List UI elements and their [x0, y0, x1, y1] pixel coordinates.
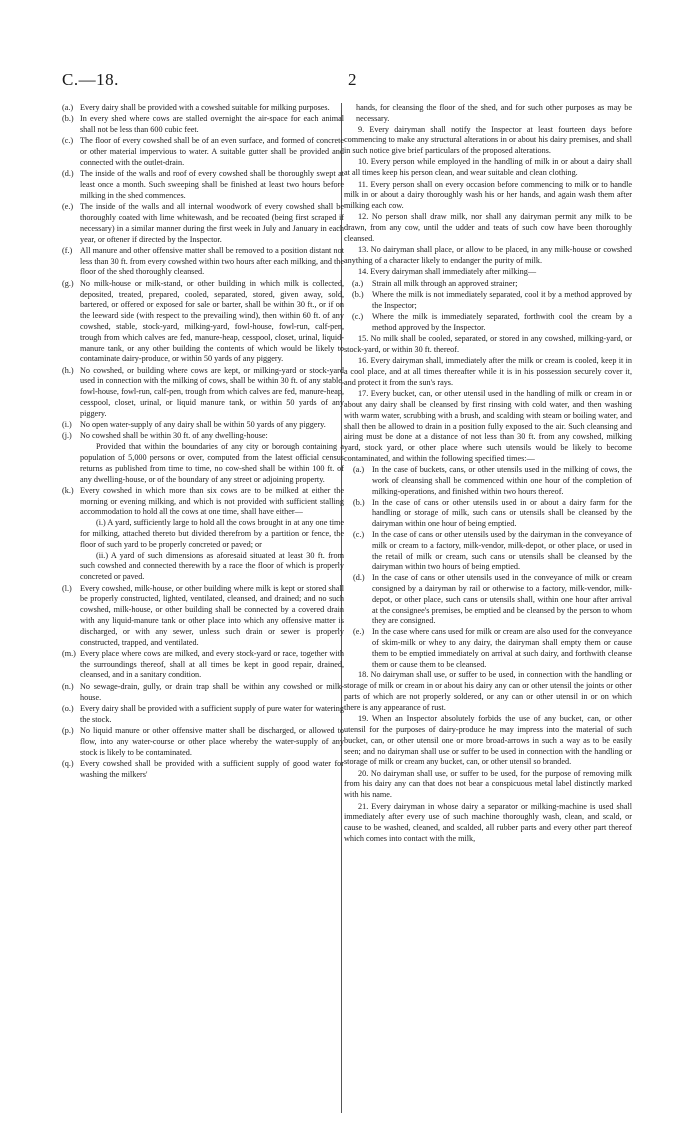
paragraph-14-a: (a.) Strain all milk through an approved strainer; — [352, 278, 518, 288]
paragraph-9: 9. Every dairyman shall notify the Inspector at least fourteen days before commencing to make any structural alterations in or about his dairy premises, and shall in such notice give brief particulars of the proposed alterations. — [344, 124, 632, 156]
paragraph-17-c: (c.) In the case of cans or other utensils used by the dairyman in the conveyance of milk or cream to a factory, milk-vendor, milk-depot, or other place, or used in the retail of milk or cream, such cans or utensils shall be cleansed by the dairyman within two hours of being emptied. — [353, 530, 632, 572]
paragraph-17: 17. Every bucket, can, or other utensil used in the handling of milk or cream in or about any dairy shall be cleansed by first rinsing with cold water, and then washing with warm water, scrubbing with a brush, and scalding with steam or boiling water, and shall then be allowed to drain in a position fully exposed to the air. Such cleansing and airing must be done at a distance of not less than 30 ft. from any cowshed, milking yard, stock yard, or other place where such utensils would be likely to become contaminated, and within the following specified times:— — [344, 389, 632, 463]
clause-h: (h.) No cowshed, or building where cows are kept, or milking-yard or stock-yard used in connection with the milking of cows, shall be within 30 ft. of any stable, fowl-house, fowl-run, calf-pen, trough from which calves are fed, manure-heap, cesspool, closet, urinal, or liquid manure tank, or within 50 yards of any piggery. — [62, 365, 344, 418]
paragraph-14-c: (c.) Where the milk is immediately separated, forthwith cool the cream by a method approved by the Inspector. — [352, 312, 632, 332]
clause-k-i: (i.) A yard, sufficiently large to hold all the cows brought in at any one time for milking, attached thereto but divided therefrom by a partition or fence, the floor of such yard to be properly concreted or paved; or — [80, 518, 344, 549]
clause-k-ii: (ii.) A yard of such dimensions as aforesaid situated at least 30 ft. from such cowshed and connected therewith by a race the floor of which is properly concreted or paved. — [80, 550, 344, 582]
clause-e: (e.) The inside of the walls and all internal woodwork of every cowshed shall be thoroughly coated with lime whitewash, and be recoated (being first scraped if necessary) in a similar manner during the first week in July and January in each year, or oftener if directed by the Inspector. — [62, 202, 344, 244]
paragraph-11: 11. Every person shall on every occasion before commencing to milk or to handle milk in or about a dairy thoroughly wash his or her hands, and again wash them after milking each cow. — [344, 179, 632, 211]
clause-l: (l.) Every cowshed, milk-house, or other building where milk is kept or stored shall be properly constructed, lighted, ventilated, cleansed, and drained; and no such cowshed, milk-house, or other building shall be connected by a covered drain with any liquid-manure tank or other place into which any offensive matter is discharged, or with any sewer, unless such drain or sewer is properly constructed, trapped, and ventilated. — [62, 583, 344, 647]
document-reference: C.—18. — [62, 70, 119, 89]
clause-b: (b.) In every shed where cows are stalled overnight the air-space for each animal shall not be less than 600 cubic feet. — [62, 114, 344, 135]
clause-o: (o.) Every dairy shall be provided with a sufficient supply of pure water for watering the stock. — [62, 703, 344, 724]
paragraph-14: 14. Every dairyman shall immediately after milking— — [358, 267, 537, 277]
clause-q: (q.) Every cowshed shall be provided with a sufficient supply of good water for washing the milkers' — [62, 758, 344, 779]
paragraph-13: 13. No dairyman shall place, or allow to be placed, in any milk-house or cowshed anything of a character likely to endanger the purity of milk. — [344, 245, 632, 266]
paragraph-20: 20. No dairyman shall use, or suffer to be used, for the purpose of removing milk from his dairy any can that does not bear a conspicuous metal label distinctly marked with his name. — [344, 768, 632, 800]
clause-m: (m.) Every place where cows are milked, and every stock-yard or race, together with the surroundings thereof, shall at all times be kept in good repair, drained, cleansed, and in a sanitary condition. — [62, 648, 344, 680]
paragraph-12: 12. No person shall draw milk, nor shall any dairyman permit any milk to be drawn, from any cow, until the udder and teats of such cow have been thoroughly cleansed. — [344, 212, 632, 244]
paragraph-21: 21. Every dairyman in whose dairy a separator or milking-machine is used shall immediately after every use of such machine thoroughly wash, clean, and scald, or cause to be washed, cleaned, and scalded, all rubber parts and every other part thereof which comes into contact with the milk, — [344, 801, 632, 843]
page-number: 2 — [348, 70, 357, 89]
paragraph-19: 19. When an Inspector absolutely forbids the use of any bucket, can, or other utensil for the purposes of dairy-produce he may impress into the material of such bucket, can, or other utensil one or more broad-arrows in such a way as to be easily seen; and no dairyman shall use or suffer to be used in connection with the handling or storage of milk or cream any bucket, can, or other utensil so branded. — [344, 714, 632, 767]
paragraph-14-b: (b.) Where the milk is not immediately separated, cool it by a method approved by the Inspector; — [352, 290, 632, 310]
clause-n: (n.) No sewage-drain, gully, or drain trap shall be within any cowshed or milk-house. — [62, 681, 344, 702]
clause-p: (p.) No liquid manure or other offensive matter shall be discharged, or allowed to flow, into any water-course or other place whereby the water-supply of any stock is likely to be contaminated. — [62, 725, 344, 757]
paragraph-10: 10. Every person while employed in the handling of milk in or about a dairy shall at all times keep his person clean, and wear suitable and clean clothing. — [344, 157, 632, 178]
clause-q-continued: hands, for cleansing the floor of the shed, and for such other purposes as may be necessary. — [356, 103, 632, 123]
paragraph-16: 16. Every dairyman shall, immediately after the milk or cream is cooled, keep it in a cool place, and at all times thereafter while it is in his possession securely cover it, and protect it from the sun's rays. — [344, 356, 632, 387]
clause-j-proviso: Provided that within the boundaries of any city or borough containing a population of 5,000 persons or over, computed from the latest official census returns as published from time to time, no cow-shed shall be within 100 ft. of any dwelling-house, or of the boundary of any street or adjoining property. — [80, 442, 344, 484]
clause-i: (i.) No open water-supply of any dairy shall be within 50 yards of any piggery. — [62, 420, 326, 430]
paragraph-15: 15. No milk shall be cooled, separated, or stored in any cowshed, milking-yard, or stock-yard, or within 30 ft. thereof. — [344, 334, 632, 355]
page-header — [62, 70, 622, 92]
paragraph-17-b: (b.) In the case of cans or other utensils used in or about a dairy farm for the handling or storage of milk, such cans or utensils shall be cleansed by the dairyman within one hour of being emptied. — [353, 497, 632, 529]
clause-g: (g.) No milk-house or milk-stand, or other building in which milk is collected, deposited, treated, prepared, cooled, separated, stored, given away, sold, bartered, or offered or exposed for sale or barter, shall be within 30 ft., or if on the leeward side (with respect to the prevailing wind), then within 60 ft. of any cowshed, stable, stock-yard, milking-yard, fowl-house, fowl-run, calf-pen, trough from which calves are fed, manure-heap, cesspool, closet, urinal, liquid-manure tank, or any other building the contents of which would be likely to contaminate dairy-produce, or within 50 yards of any piggery. — [62, 278, 344, 364]
clause-j: (j.) No cowshed shall be within 30 ft. of any dwelling-house: Provided that within the boundaries of any city or borough containing a population of 5,000 persons or over, computed from the latest official census returns as published from time to time, no cow-shed shall be within 100 ft. of any dwelling-house, or of the boundary of any street or adjoining property. — [62, 431, 344, 484]
clause-a: (a.) Every dairy shall be provided with a cowshed suitable for milking purposes. — [62, 103, 330, 112]
left-column — [62, 103, 344, 781]
paragraph-17-a: (a.) In the case of buckets, cans, or other utensils used in the milking of cows, the work of cleansing shall be commenced within one hour of the completion of milking-operations, and finished within two hours thereof. — [353, 465, 632, 496]
clause-f: (f.) All manure and other offensive matter shall be removed to a position distant not less than 30 ft. from every cowshed within two hours after each milking, and the floor of the shed thoroughly cleansed. — [62, 245, 344, 277]
paragraph-17-d: (d.) In the case of cans or other utensils used in the conveyance of milk or cream consigned by a dairyman by rail or otherwise to a factory, milk-vendor, milk-depot, or other place, such cans or utensils shall, within one hour after arrival at the consignee's premises, be emptied and be cleansed by the person to whom they are consigned. — [353, 573, 632, 626]
right-column — [344, 103, 632, 845]
clause-k: (k.) Every cowshed in which more than six cows are to be milked at either the morning or evening milking, and which is not provided with sufficient stalling accommodation to hold all the cows at one time, shall have either— (i.) A yard, sufficiently large to hold all the cows brought in at any one time for milking, attached thereto but divided therefrom by a partition or fence, the floor of such yard to be properly concreted or paved; or (ii.) A yard of such dimensions as aforesaid situated at least 30 ft. from such cowshed and connected therewith by a race the floor of which is properly concreted or paved. — [62, 485, 344, 582]
clause-c: (c.) The floor of every cowshed shall be of an even surface, and formed of concrete or other material impervious to water. A suitable gutter shall be provided and connected with the outlet-drain. — [62, 136, 344, 167]
paragraph-17-e: (e.) In the case where cans used for milk or cream are also used for the conveyance of skim-milk or whey to any dairy, the dairyman shall empty them or cause them to be emptied immediately on arrival at such dairy, and forthwith cleanse them or cause them to be cleansed. — [353, 627, 632, 669]
paragraph-18: 18. No dairyman shall use, or suffer to be used, in connection with the handling or storage of milk or cream in or about his dairy any can or other utensil the joints or other parts of which are not properly soldered, or any can or other utensil in or on which there is any appearance of rust. — [344, 670, 632, 712]
clause-d: (d.) The inside of the walls and roof of every cowshed shall be thoroughly swept at least once a month. Such sweeping shall be finished at least two hours before milking in the shed commences. — [62, 169, 344, 200]
